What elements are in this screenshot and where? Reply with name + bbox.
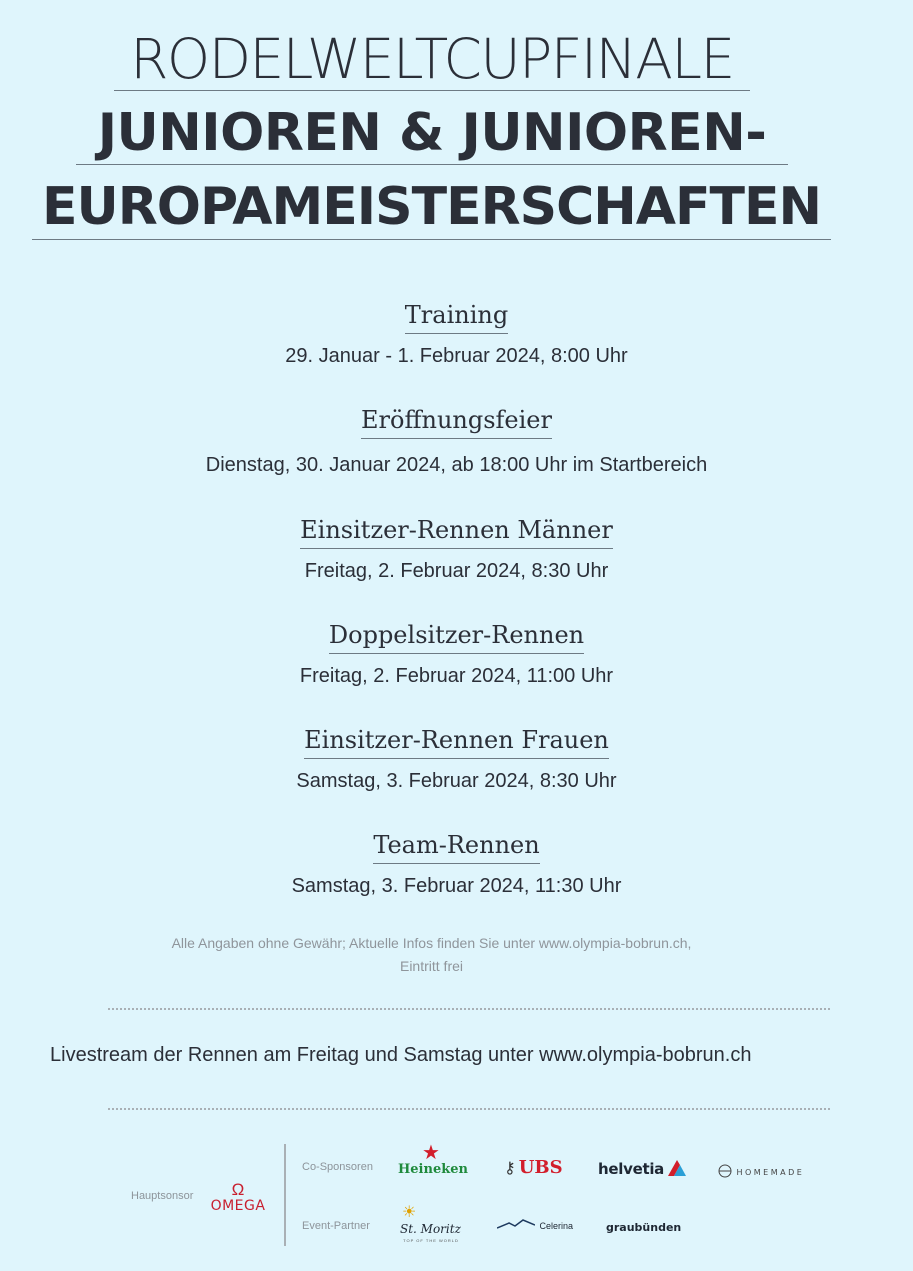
- event-date: Samstag, 3. Februar 2024, 8:30 Uhr: [296, 770, 617, 792]
- event-name: Training: [405, 300, 508, 334]
- event-name: Team-Rennen: [373, 830, 539, 864]
- st-moritz-wordmark: St. Moritz: [400, 1222, 461, 1236]
- homemade-wordmark: HOMEMADE: [736, 1168, 805, 1177]
- title-line-1: RODELWELTCUPFINALE: [114, 30, 750, 91]
- helvetia-logo-icon: [598, 1160, 686, 1179]
- title-line-3: EUROPAMEISTERSCHAFTEN: [32, 178, 831, 240]
- event-men-singles: [0, 515, 913, 583]
- main-sponsor-label: Hauptsonsor: [131, 1190, 194, 1202]
- disclaimer-line-2: Eintritt frei: [399, 958, 463, 974]
- helvetia-triangle-icon: [668, 1160, 686, 1176]
- ubs-keys-icon: ⚷: [504, 1160, 516, 1177]
- divider-bottom: [108, 1108, 830, 1110]
- celerina-logo-icon: [497, 1216, 573, 1234]
- event-date: Freitag, 2. Februar 2024, 11:00 Uhr: [299, 665, 614, 687]
- mountain-icon: [497, 1219, 535, 1231]
- graubuenden-wordmark: graubünden: [606, 1221, 682, 1234]
- disclaimer: [0, 932, 863, 978]
- event-team: [0, 830, 913, 898]
- disclaimer-line-1: Alle Angaben ohne Gewähr; Aktuelle Infos finden Sie unter www.olympia-bobrun.ch,: [171, 935, 692, 951]
- event-partner-label: Event-Partner: [302, 1220, 370, 1232]
- event-date: Dienstag, 30. Januar 2024, ab 18:00 Uhr im Startbereich: [205, 454, 708, 476]
- event-date: Freitag, 2. Februar 2024, 8:30 Uhr: [304, 560, 609, 582]
- event-date: 29. Januar - 1. Februar 2024, 8:00 Uhr: [285, 345, 628, 367]
- helvetia-wordmark: helvetia: [598, 1160, 664, 1178]
- title-line-2: JUNIOREN & JUNIOREN-: [76, 104, 788, 165]
- heineken-star-icon: ★: [422, 1142, 440, 1164]
- event-women-singles: [0, 725, 913, 793]
- ubs-logo-icon: [504, 1157, 563, 1178]
- divider-top: [108, 1008, 830, 1010]
- ubs-wordmark: UBS: [518, 1157, 563, 1178]
- event-training: [0, 300, 913, 368]
- st-moritz-tagline: TOP OF THE WORLD: [403, 1238, 459, 1243]
- event-name: Eröffnungsfeier: [361, 405, 552, 439]
- event-date: Samstag, 3. Februar 2024, 11:30 Uhr: [291, 875, 622, 897]
- homemade-logo-icon: [718, 1162, 804, 1180]
- sponsor-divider: [284, 1144, 286, 1246]
- homemade-circle-icon: [718, 1164, 732, 1178]
- graubuenden-logo-icon: [606, 1218, 681, 1236]
- event-name: Doppelsitzer-Rennen: [329, 620, 584, 654]
- celerina-wordmark: Celerina: [539, 1221, 573, 1231]
- omega-logo-icon: [208, 1182, 268, 1214]
- event-opening-ceremony: [0, 405, 913, 477]
- sun-icon: ☀: [402, 1204, 417, 1221]
- event-name: Einsitzer-Rennen Frauen: [304, 725, 609, 759]
- event-name: Einsitzer-Rennen Männer: [300, 515, 613, 549]
- omega-symbol-icon: Ω: [231, 1180, 245, 1199]
- sponsor-bar: [0, 1140, 913, 1250]
- co-sponsors-label: Co-Sponsoren: [302, 1161, 373, 1173]
- st-moritz-logo-icon: [400, 1206, 462, 1243]
- event-doubles: [0, 620, 913, 688]
- livestream-note: Livestream der Rennen am Freitag und Samstag unter www.olympia-bobrun.ch: [50, 1044, 752, 1066]
- heineken-wordmark: Heineken: [398, 1162, 468, 1177]
- omega-wordmark: OMEGA: [210, 1198, 266, 1214]
- heineken-logo-icon: [398, 1142, 468, 1177]
